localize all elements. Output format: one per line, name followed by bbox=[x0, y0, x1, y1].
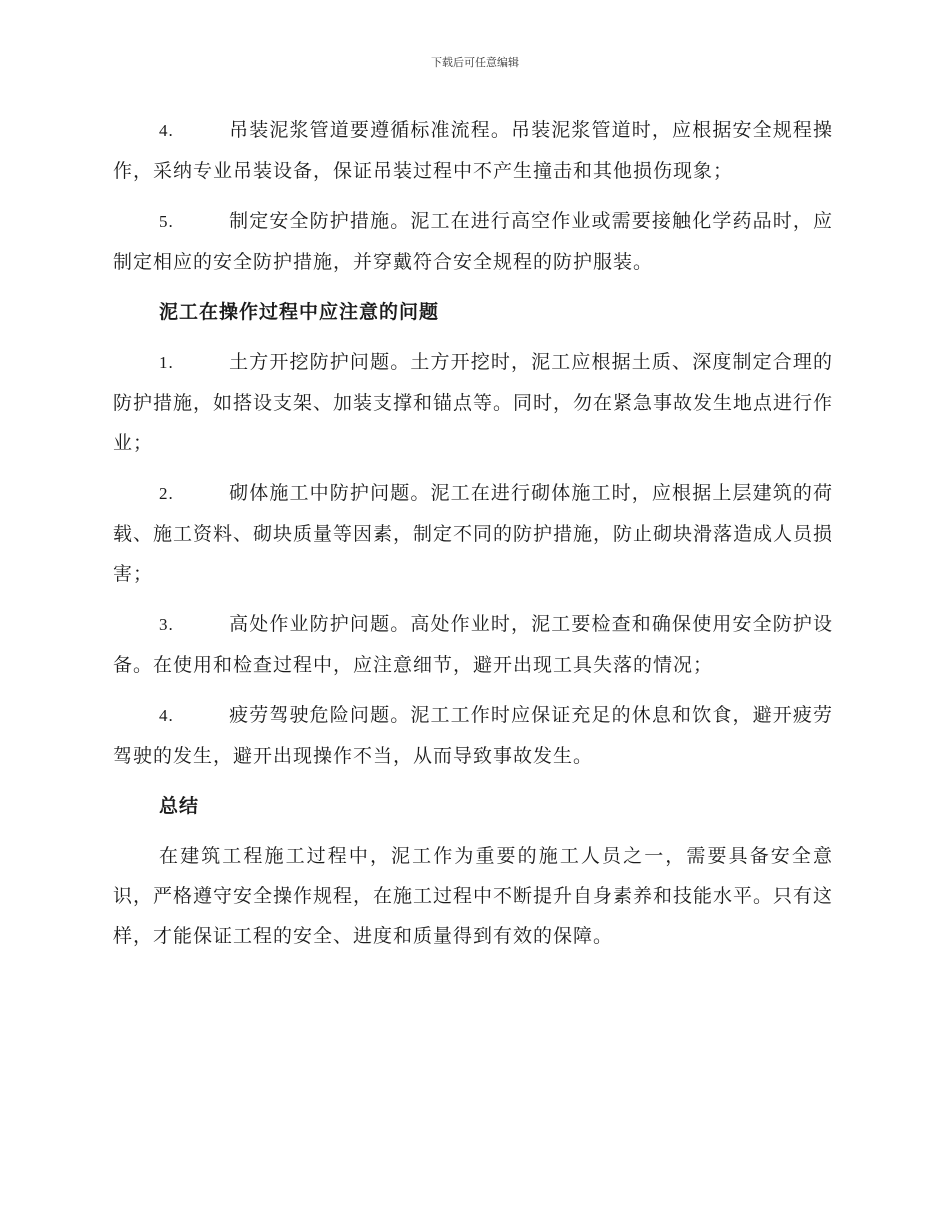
list-item-text: 制定安全防护措施。泥工在进行高空作业或需要接触化学药品时，应制定相应的安全防护措施，并穿戴符合安全规程的防护服装。 bbox=[113, 210, 833, 273]
list-item-number: 1. bbox=[159, 353, 174, 372]
section-heading: 泥工在操作过程中应注意的问题 bbox=[159, 301, 440, 323]
list-item-text: 疲劳驾驶危险问题。泥工工作时应保证充足的休息和饮食，避开疲劳驾驶的发生，避开出现操作不当，从而导致事故发生。 bbox=[113, 704, 833, 767]
list-item-number: 2. bbox=[159, 484, 174, 503]
list-item-number: 4. bbox=[159, 706, 174, 725]
summary-heading: 总结 bbox=[159, 795, 200, 817]
list-item-text: 砌体施工中防护问题。泥工在进行砌体施工时，应根据上层建筑的荷载、施工资料、砌块质量等因素，制定不同的防护措施，防止砌块滑落造成人员损害； bbox=[113, 482, 834, 585]
list-item-number: 4. bbox=[159, 121, 174, 140]
list-item-text: 吊装泥浆管道要遵循标准流程。吊装泥浆管道时，应根据安全规程操作，采纳专业吊装设备，保证吊装过程中不产生撞击和其他损伤现象； bbox=[113, 119, 833, 182]
summary-paragraph: 在建筑工程施工过程中，泥工作为重要的施工人员之一，需要具备安全意识，严格遵守安全操作规程，在施工过程中不断提升自身素养和技能水平。只有这样，才能保证工程的安全、进度和质量得到有效的保障。 bbox=[113, 845, 834, 947]
list-item-text: 高处作业防护问题。高处作业时，泥工要检查和确保使用安全防护设备。在使用和检查过程中，应注意细节，避开出现工具失落的情况； bbox=[113, 613, 833, 676]
list-item bbox=[113, 604, 833, 685]
list-item-number: 5. bbox=[159, 212, 174, 231]
list-item bbox=[113, 201, 833, 282]
list-item-number: 3. bbox=[159, 615, 174, 634]
list-item bbox=[113, 473, 833, 594]
list-item bbox=[113, 110, 833, 191]
page-header: 下载后可任意编辑 bbox=[431, 56, 519, 69]
list-item-text: 土方开挖防护问题。土方开挖时，泥工应根据土质、深度制定合理的防护措施，如搭设支架、加装支撑和锚点等。同时，勿在紧急事故发生地点进行作业； bbox=[113, 351, 834, 454]
list-item bbox=[113, 695, 833, 776]
document-body bbox=[113, 110, 833, 956]
list-item bbox=[113, 342, 833, 463]
